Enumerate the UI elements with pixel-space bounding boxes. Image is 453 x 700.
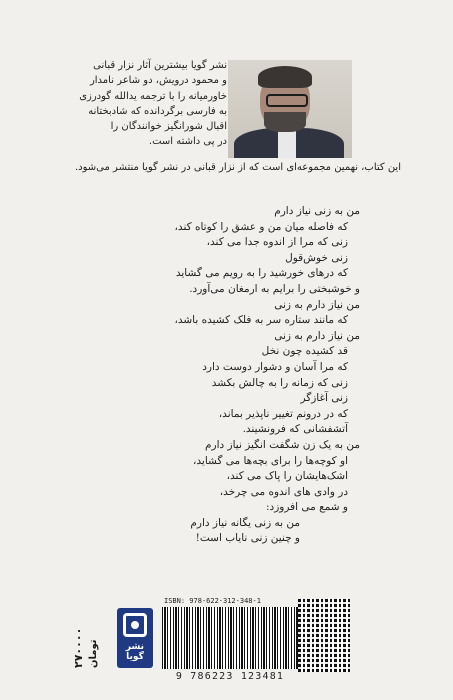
bio-line: به فارسی برگردانده که شادبختانه [88,105,227,117]
poem-line: زنی خوش‌قول [285,251,348,264]
isbn-label: ISBN: 978-622-312-348-1 [164,597,261,605]
bio-line: خاورمیانه را با ترجمه یدالله گودرزی [79,90,227,102]
poem-line: قد کشیده چون نخل [261,345,348,358]
poem-line: و چنین زنی نایاب است! [195,532,300,545]
barcode [162,607,298,669]
qr-code-icon[interactable] [298,598,350,672]
poem [90,204,360,547]
author-photo [228,60,352,158]
poem-line: او کوچه‌ها را برای بچه‌ها می گشاید، [193,454,348,467]
bio-line: اقبال شورانگیز خوانندگان را [110,121,227,133]
poem-line: من نیاز دارم به زنی [274,298,360,311]
poem-line: من نیاز دارم به زنی [274,329,360,342]
poem-line: و شمع می افروزد: [265,501,348,514]
photo-shirt [278,130,296,158]
poem-line: من به یک زن شگفت انگیز نیاز دارم [205,438,360,451]
poem-line: که در درونم تغییر ناپذیر بماند، [218,407,348,420]
poem-line: زنی که زمانه را به چالش بکشد [211,376,348,389]
price-amount: ۲۷۰۰۰۰ [72,627,85,668]
photo-beard [264,112,306,132]
author-bio [77,58,227,150]
goya-logo-icon [123,613,147,637]
bio-line: نشر گویا بیشترین آثار نزار قبانی [93,60,227,71]
glasses-icon [266,94,308,107]
poem-line: زنی آغازگر [300,392,348,405]
poem-line: آتشفشانی که فرونشیند. [242,423,348,436]
poem-line: و خوشبختی را برایم به ارمغان می‌آورد. [189,282,360,295]
bio-line: در پی داشته است. [148,136,227,148]
poem-line: زنی که مرا از اندوه جدا می کند، [206,236,348,249]
publisher-name: نشر گویا [125,642,145,662]
poem-line: اشک‌هایشان را پاک می کند، [226,470,348,483]
poem-line: من به زنی نیاز دارم [274,205,360,217]
bio-continuation: این کتاب، نهمین مجموعه‌ای است که از نزار قبانی در نشر گویا منتشر می‌شود. [75,162,401,173]
poem-line: که مانند ستاره سر به فلک کشیده باشد، [174,314,348,327]
barcode-number: 9 786223 123481 [175,671,285,682]
poem-line: که درهای خورشید را به رویم می گشاید [175,267,348,280]
bio-line: و محمود درویش، دو شاعر نامدار [89,75,227,87]
publisher-logo [117,608,153,668]
price [70,620,110,666]
poem-line: من به زنی یگانه نیاز دارم [190,516,300,529]
poem-line: که فاصله میان من و عشق را کوتاه کند، [174,220,348,233]
poem-line: در وادی های اندوه می چرخد، [219,485,348,498]
photo-hair [258,66,312,88]
poem-line: که مرا آسان و دشوار دوست دارد [202,360,348,373]
price-unit: تومان [88,639,99,668]
